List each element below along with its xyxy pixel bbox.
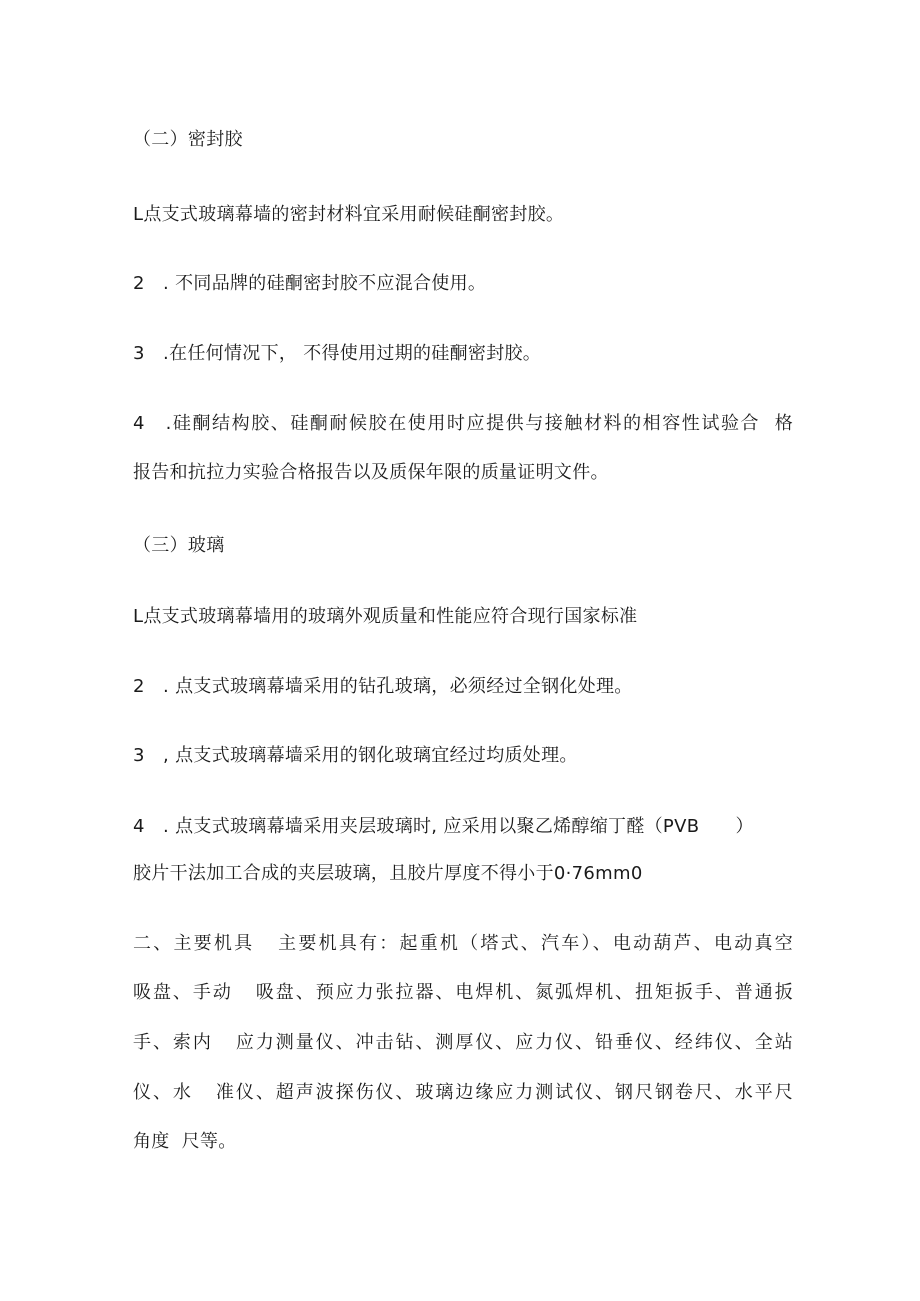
glass-item-2: 2 . 点支式玻璃幕墙采用的钻孔玻璃，必须经过全钢化处理。 <box>133 676 633 697</box>
tools-line-5: 角度 尺等。 <box>133 1131 237 1152</box>
sealant-item-1: L点支式玻璃幕墙的密封材料宜采用耐候硅酮密封胶。 <box>133 204 565 225</box>
tools-line-2: 吸盘、手动 吸盘、预应力张拉器、电焊机、氮弧焊机、扭矩扳手、普通扳 <box>133 982 793 1003</box>
glass-item-3: 3 , 点支式玻璃幕墙采用的钢化玻璃宜经过均质处理。 <box>133 745 578 766</box>
sealant-item-2: 2 . 不同品牌的硅酮密封胶不应混合使用。 <box>133 273 487 294</box>
tools-line-4: 仪、水 准仪、超声波探伤仪、玻璃边缘应力测试仪、钢尺钢卷尺、水平尺 <box>133 1082 793 1103</box>
glass-item-4-line-2: 胶片干法加工合成的夹层玻璃，且胶片厚度不得小于0·76mm0 <box>133 863 643 884</box>
glass-item-1: L点支式玻璃幕墙用的玻璃外观质量和性能应符合现行国家标准 <box>133 606 638 627</box>
sealant-item-4-line-2: 报告和抗拉力实验合格报告以及质保年限的质量证明文件。 <box>133 462 609 483</box>
section-heading-glass: （三）玻璃 <box>133 535 225 556</box>
glass-item-4-line-1: 4 . 点支式玻璃幕墙采用夹层玻璃时, 应采用以聚乙烯醇缩丁醛（PVB ） <box>133 816 754 837</box>
tools-line-1: 二、主要机具 主要机具有：起重机（塔式、汽车）、电动葫芦、电动真空 <box>133 933 793 954</box>
tools-line-3: 手、索内 应力测量仪、冲击钻、测厚仪、应力仪、铅垂仪、经纬仪、全站 <box>133 1032 793 1053</box>
section-heading-sealant: （二）密封胶 <box>133 129 243 150</box>
sealant-item-3: 3 .在任何情况下， 不得使用过期的硅酮密封胶。 <box>133 343 542 364</box>
sealant-item-4-line-1: 4 .硅酮结构胶、硅酮耐候胶在使用时应提供与接触材料的相容性试验合 格 <box>133 413 793 434</box>
